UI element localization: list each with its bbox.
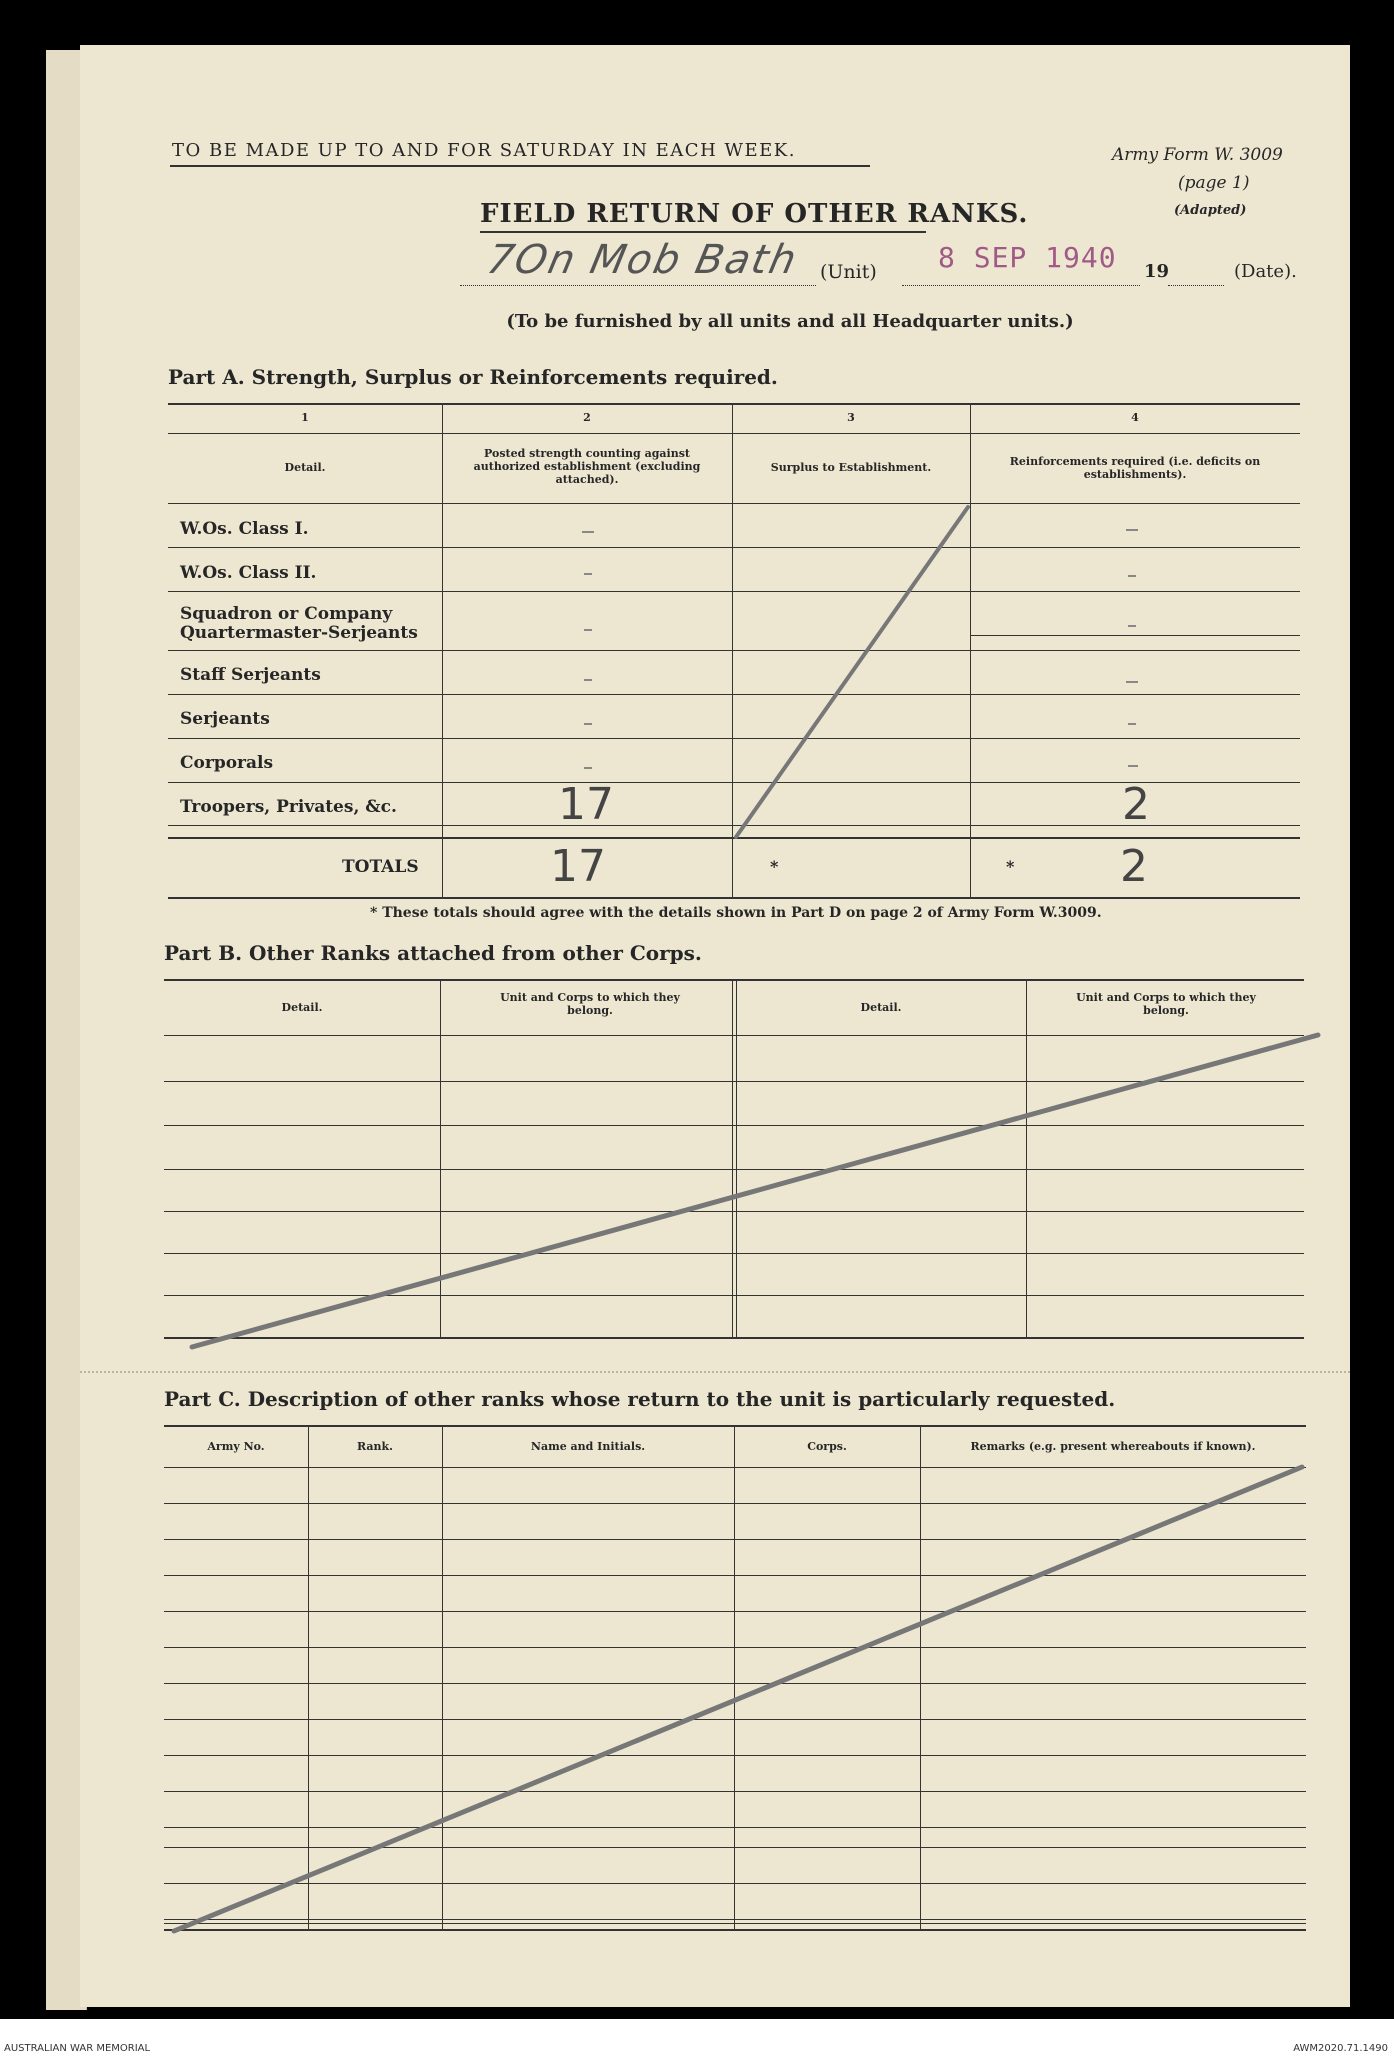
row-label-serjeants: Serjeants [180,709,270,729]
row-label-staff-serjeants: Staff Serjeants [180,665,321,685]
row-label-wo-class-1: W.Os. Class I. [180,519,309,539]
page-number: (page 1) [1178,173,1250,193]
col-header-surplus: Surplus to Establishment. [770,461,932,474]
archive-name: AUSTRALIAN WAR MEMORIAL [4,2043,151,2054]
date-stamp: 8 SEP 1940 [938,241,1117,274]
instruction-line: TO BE MADE UP TO AND FOR SATURDAY IN EACH WEEK. [172,140,796,161]
col-number-1: 1 [301,411,309,424]
part-a-title: Part A. Strength, Surplus or Reinforcements required. [168,365,778,389]
part-b-col-unit-1: Unit and Corps to which they belong. [500,991,680,1017]
unit-label: (Unit) [820,261,877,283]
col-header-detail: Detail. [284,461,326,474]
part-b-col-detail-2: Detail. [860,1001,902,1014]
part-b-col-unit-2: Unit and Corps to which they belong. [1076,991,1256,1017]
part-c-col-army-no: Army No. [207,1440,265,1453]
year-prefix: 19 [1144,261,1170,282]
reinf-troopers-value: 2 [1122,779,1150,830]
totals-reinf-asterisk: * [1006,857,1015,876]
part-c-col-name: Name and Initials. [530,1440,646,1453]
col-number-4: 4 [1131,411,1139,424]
posted-troopers-value: 17 [558,779,614,830]
form-title: FIELD RETURN OF OTHER RANKS. [480,199,1029,229]
part-b-title: Part B. Other Ranks attached from other Corps. [164,941,702,965]
part-c-col-corps: Corps. [807,1440,847,1453]
row-label-cqms: Squadron or Company Quartermaster-Serjeants [180,604,418,643]
part-c-title: Part C. Description of other ranks whose return to the unit is particularly requested. [164,1387,1116,1411]
top-border [0,0,1394,42]
row-label-wo-class-2: W.Os. Class II. [180,563,317,583]
totals-label: TOTALS [342,857,419,877]
bottom-caption-strip [0,2019,1394,2061]
col-number-2: 2 [583,411,591,424]
row-label-troopers: Troopers, Privates, &c. [180,797,397,817]
row-label-corporals: Corporals [180,753,274,773]
part-b-col-detail-1: Detail. [281,1001,323,1014]
totals-posted-value: 17 [550,841,606,892]
subtitle: (To be furnished by all units and all Headquarter units.) [506,311,1074,332]
catalogue-number: AWM2020.71.1490 [1293,2043,1388,2054]
col-header-reinforcements: Reinforcements required (i.e. deficits on establishments). [1009,455,1261,481]
form-sheet [80,45,1350,2007]
col-header-posted-strength: Posted strength counting against authorized establishment (excluding attached). [473,447,701,486]
totals-surplus-asterisk: * [770,857,779,876]
part-c-col-rank: Rank. [357,1440,393,1453]
pencil-strikethrough-lines [80,45,1350,2007]
adapted-note: (Adapted) [1174,203,1247,218]
totals-reinf-value: 2 [1120,841,1148,892]
unit-handwritten: 7On Mob Bath [483,237,802,283]
date-label: (Date). [1234,261,1297,282]
col-number-3: 3 [847,411,855,424]
army-form-number: Army Form W. 3009 [1112,145,1283,165]
part-c-col-remarks: Remarks (e.g. present whereabouts if known). [970,1440,1256,1453]
part-a-footnote: * These totals should agree with the details shown in Part D on page 2 of Army Form W.3009. [370,905,1102,921]
